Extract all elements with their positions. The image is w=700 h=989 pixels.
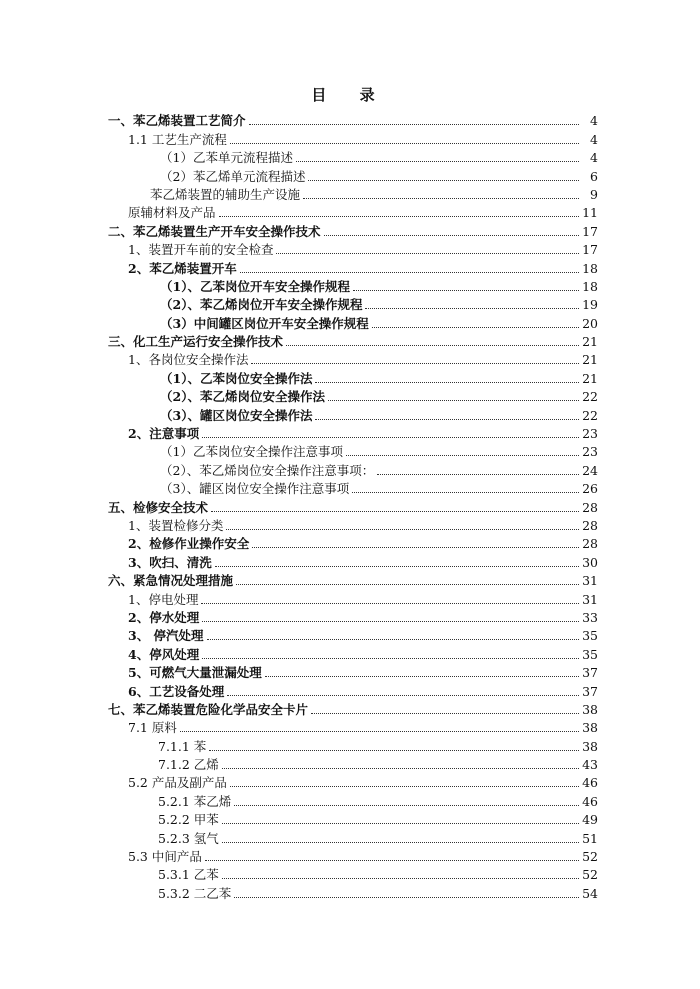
toc-entry-page-number: 43: [582, 757, 598, 773]
dot-leader: [311, 712, 579, 714]
toc-entry[interactable]: [0, 625, 598, 643]
toc-entry[interactable]: [0, 680, 598, 698]
toc-entry-label: （1）、乙苯岗位开车安全操作规程: [160, 278, 350, 294]
toc-entry-page-number: 31: [582, 573, 598, 589]
toc-entry[interactable]: [0, 809, 598, 827]
toc-entry-label: 三、化工生产运行安全操作技术: [108, 334, 284, 350]
toc-entry[interactable]: [0, 588, 598, 606]
toc-entry-page-number: 17: [582, 242, 598, 258]
dot-leader: [180, 730, 579, 732]
toc-entry[interactable]: [0, 184, 598, 202]
dot-leader: [227, 694, 579, 696]
toc-entry-label: 2、注意事项: [128, 426, 200, 442]
dot-leader: [265, 675, 579, 677]
toc-entry[interactable]: [0, 220, 598, 238]
dot-leader: [286, 344, 579, 346]
toc-entry-page-number: 21: [582, 370, 598, 386]
dot-leader: [296, 160, 579, 162]
toc-entry[interactable]: [0, 717, 598, 735]
toc-entry-page-number: 21: [582, 334, 598, 350]
toc-entry-page-number: 33: [582, 609, 598, 625]
dot-leader: [308, 179, 579, 181]
toc-entry-label: 1、各岗位安全操作法: [128, 352, 249, 368]
toc-entry-page-number: 38: [582, 720, 598, 736]
toc-entry-label: 3、 停汽处理: [128, 628, 204, 644]
toc-entry[interactable]: [0, 386, 598, 404]
toc-entry-page-number: 46: [582, 793, 598, 809]
toc-entry-label: 5、可燃气大量泄漏处理: [128, 665, 262, 681]
toc-entry-page-number: 31: [582, 591, 598, 607]
toc-entry-page-number: 22: [582, 407, 598, 423]
toc-entry-label: 2、检修作业操作安全: [128, 536, 250, 552]
toc-entry[interactable]: [0, 754, 598, 772]
dot-leader: [234, 896, 579, 898]
toc-entry[interactable]: [0, 331, 598, 349]
toc-entry[interactable]: [0, 128, 598, 146]
toc-entry-page-number: 37: [582, 683, 598, 699]
toc-entry-label: （3）中间罐区岗位开车安全操作规程: [160, 315, 369, 331]
dot-leader: [276, 252, 579, 254]
toc-entry[interactable]: [0, 202, 598, 220]
dot-leader: [205, 859, 579, 861]
toc-entry-label: 苯乙烯装置的辅助生产设施: [150, 186, 301, 202]
toc-entry[interactable]: [0, 239, 598, 257]
toc-entry-page-number: 23: [582, 444, 598, 460]
table-of-contents: [0, 110, 700, 901]
toc-entry-page-number: 18: [582, 278, 598, 294]
toc-entry[interactable]: [0, 110, 598, 128]
dot-leader: [222, 841, 579, 843]
toc-entry-label: 5.2 产品及副产品: [128, 775, 227, 791]
toc-entry[interactable]: [0, 846, 598, 864]
toc-entry-page-number: 35: [582, 646, 598, 662]
toc-entry-page-number: 52: [582, 867, 598, 883]
toc-entry-page-number: 4: [590, 113, 598, 129]
dot-leader: [315, 418, 579, 420]
toc-entry-label: 二、苯乙烯装置生产开车安全操作技术: [108, 223, 321, 239]
dot-leader: [328, 399, 579, 401]
toc-entry-page-number: 52: [582, 849, 598, 865]
dot-leader: [222, 767, 579, 769]
toc-entry-label: （2）苯乙烯单元流程描述: [160, 168, 306, 184]
toc-entry-page-number: 37: [582, 665, 598, 681]
toc-entry[interactable]: [0, 643, 598, 661]
toc-entry[interactable]: [0, 349, 598, 367]
toc-entry-page-number: 26: [582, 481, 598, 497]
dot-leader: [222, 822, 579, 824]
dot-leader: [353, 289, 579, 291]
toc-entry-label: 原辅材料及产品: [128, 205, 216, 221]
toc-entry[interactable]: [0, 515, 598, 533]
dot-leader: [240, 271, 579, 273]
dot-leader: [234, 804, 579, 806]
toc-entry-page-number: 18: [582, 260, 598, 276]
dot-leader: [226, 528, 579, 530]
toc-entry-page-number: 28: [582, 517, 598, 533]
dot-leader: [230, 142, 579, 144]
toc-entry[interactable]: [0, 367, 598, 385]
toc-entry-label: 2、停水处理: [128, 609, 200, 625]
toc-entry-page-number: 19: [582, 297, 598, 313]
dot-leader: [377, 473, 579, 475]
toc-entry[interactable]: [0, 864, 598, 882]
dot-leader: [201, 602, 579, 604]
toc-entry[interactable]: [0, 699, 598, 717]
toc-entry-label: 5.3.1 乙苯: [158, 867, 219, 883]
toc-entry-label: 7.1.1 苯: [158, 738, 207, 754]
dot-leader: [202, 657, 579, 659]
toc-entry[interactable]: [0, 423, 598, 441]
toc-entry[interactable]: [0, 570, 598, 588]
toc-entry[interactable]: [0, 772, 598, 790]
toc-entry-label: 五、检修安全技术: [108, 499, 209, 515]
toc-entry-page-number: 38: [582, 738, 598, 754]
dot-leader: [346, 454, 579, 456]
toc-entry-page-number: 28: [582, 499, 598, 515]
toc-entry-label: （1）乙苯单元流程描述: [160, 150, 293, 166]
toc-entry-label: （1）乙苯岗位安全操作注意事项: [160, 444, 343, 460]
toc-entry[interactable]: [0, 662, 598, 680]
toc-entry-page-number: 54: [582, 885, 598, 901]
toc-entry[interactable]: [0, 441, 598, 459]
toc-entry[interactable]: [0, 165, 598, 183]
toc-entry-page-number: 24: [582, 462, 598, 478]
dot-leader: [315, 381, 579, 383]
toc-entry-page-number: 9: [590, 186, 598, 202]
toc-entry[interactable]: [0, 478, 598, 496]
dot-leader: [215, 565, 579, 567]
toc-entry[interactable]: [0, 533, 598, 551]
toc-entry-label: 1.1 工艺生产流程: [128, 131, 227, 147]
dot-leader: [252, 546, 579, 548]
toc-entry-label: （1）、乙苯岗位安全操作法: [160, 370, 313, 386]
toc-entry[interactable]: [0, 607, 598, 625]
toc-entry-label: （3）、罐区岗位安全操作注意事项: [160, 481, 350, 497]
toc-entry-label: 5.3.2 二乙苯: [158, 885, 232, 901]
toc-entry-label: 5.2.2 甲苯: [158, 812, 219, 828]
toc-entry-page-number: 6: [590, 168, 598, 184]
toc-entry-label: 2、苯乙烯装置开车: [128, 260, 237, 276]
dot-leader: [303, 197, 579, 199]
toc-entry-label: 3、吹扫、清洗: [128, 554, 212, 570]
toc-entry-label: 1、装置开车前的安全检查: [128, 242, 274, 258]
toc-entry-label: （3）、罐区岗位安全操作法: [160, 407, 313, 423]
toc-entry-page-number: 21: [582, 352, 598, 368]
dot-leader: [230, 785, 579, 787]
toc-entry-label: 七、苯乙烯装置危险化学品安全卡片: [108, 701, 309, 717]
toc-entry[interactable]: [0, 735, 598, 753]
toc-entry[interactable]: [0, 882, 598, 900]
dot-leader: [207, 638, 579, 640]
toc-entry-page-number: 11: [582, 205, 598, 221]
dot-leader: [249, 123, 579, 125]
dot-leader: [209, 749, 579, 751]
dot-leader: [219, 215, 579, 217]
toc-entry-label: 7.1 原料: [128, 720, 177, 736]
toc-entry-page-number: 38: [582, 701, 598, 717]
toc-entry[interactable]: [0, 257, 598, 275]
toc-entry-page-number: 20: [582, 315, 598, 331]
toc-entry-label: 1、装置检修分类: [128, 517, 224, 533]
toc-entry[interactable]: [0, 496, 598, 514]
toc-entry-label: 5.3 中间产品: [128, 849, 202, 865]
dot-leader: [372, 326, 579, 328]
toc-entry[interactable]: [0, 790, 598, 808]
dot-leader: [202, 436, 579, 438]
toc-entry-page-number: 49: [582, 812, 598, 828]
toc-entry-page-number: 30: [582, 554, 598, 570]
dot-leader: [251, 362, 579, 364]
toc-entry-label: 6、工艺设备处理: [128, 683, 225, 699]
toc-entry[interactable]: [0, 459, 598, 477]
toc-entry-page-number: 23: [582, 426, 598, 442]
toc-entry-label: 六、紧急情况处理措施: [108, 573, 234, 589]
toc-entry-label: （2）、苯乙烯岗位开车安全操作规程: [160, 297, 363, 313]
toc-entry-page-number: 4: [590, 150, 598, 166]
page-title: 目 录: [311, 86, 389, 104]
toc-entry-label: （2）、苯乙烯岗位安全操作注意事项：: [160, 462, 375, 478]
toc-entry-label: 7.1.2 乙烯: [158, 757, 219, 773]
dot-leader: [211, 510, 579, 512]
toc-entry[interactable]: [0, 404, 598, 422]
dot-leader: [324, 234, 579, 236]
toc-entry-label: 5.2.3 氢气: [158, 830, 219, 846]
toc-entry-label: 一、苯乙烯装置工艺简介: [108, 113, 246, 129]
dot-leader: [352, 491, 579, 493]
toc-entry-page-number: 4: [590, 131, 598, 147]
toc-entry-label: 4、停风处理: [128, 646, 200, 662]
dot-leader: [202, 620, 579, 622]
toc-entry-page-number: 28: [582, 536, 598, 552]
toc-entry[interactable]: [0, 147, 598, 165]
toc-entry[interactable]: [0, 276, 598, 294]
toc-entry-page-number: 51: [582, 830, 598, 846]
toc-entry-label: 5.2.1 苯乙烯: [158, 793, 232, 809]
toc-entry[interactable]: [0, 551, 598, 569]
toc-entry[interactable]: [0, 827, 598, 845]
toc-entry-page-number: 17: [582, 223, 598, 239]
toc-entry[interactable]: [0, 312, 598, 330]
toc-entry[interactable]: [0, 294, 598, 312]
toc-entry-label: 1、停电处理: [128, 591, 199, 607]
dot-leader: [222, 877, 579, 879]
toc-entry-label: （2）、苯乙烯岗位安全操作法: [160, 389, 325, 405]
dot-leader: [365, 307, 579, 309]
toc-entry-page-number: 35: [582, 628, 598, 644]
dot-leader: [236, 583, 579, 585]
toc-entry-page-number: 46: [582, 775, 598, 791]
toc-entry-page-number: 22: [582, 389, 598, 405]
